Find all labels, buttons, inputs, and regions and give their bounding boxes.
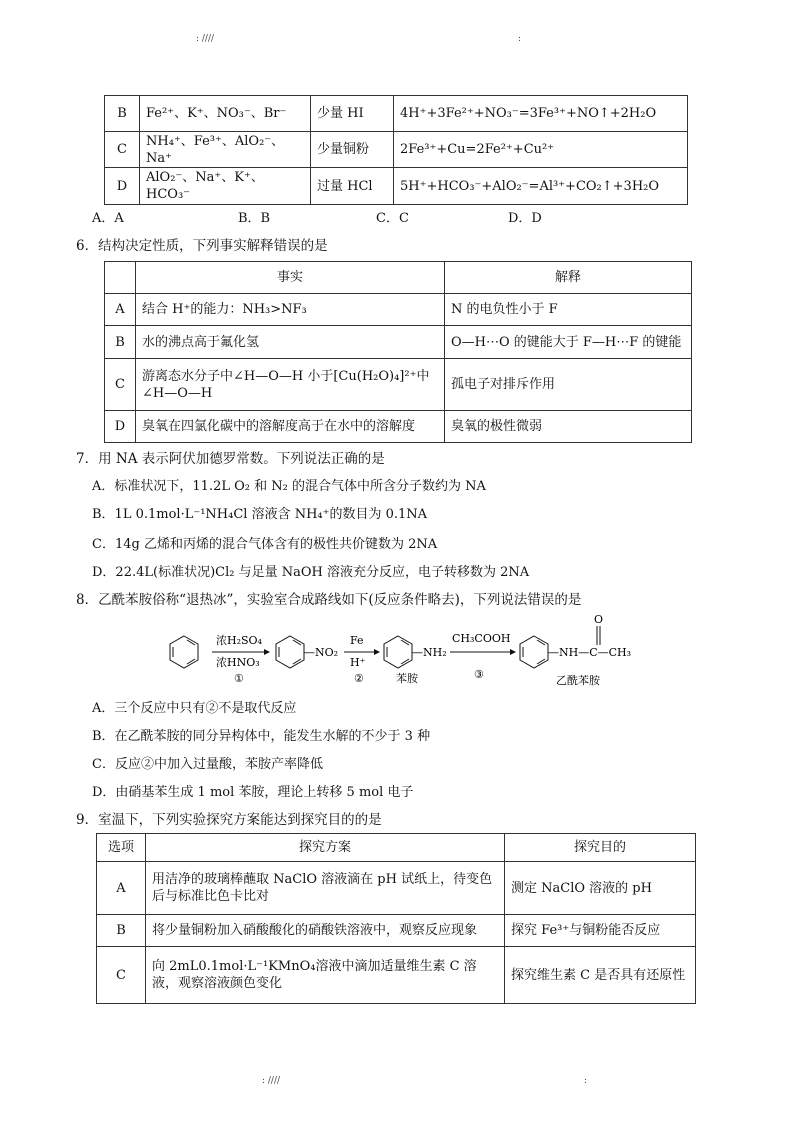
- aniline-name: 苯胺: [396, 672, 418, 685]
- row-label: B: [97, 915, 146, 947]
- product-name: 乙酰苯胺: [556, 674, 600, 687]
- equation-cell: 4H⁺+3Fe²⁺+NO₃⁻=3Fe³⁺+NO↑+2H₂O: [394, 96, 688, 132]
- reagent2-bottom: H⁺: [350, 656, 366, 669]
- q7-stem: 7．用 NA 表示阿伏加德罗常数。下列说法正确的是: [76, 451, 385, 467]
- q5-table: [104, 95, 688, 205]
- q8-option-c: C．反应②中加入过量酸，苯胺产率降低: [92, 757, 323, 772]
- q7-option-a: A．标准状况下，11.2L O₂ 和 N₂ 的混合气体中所含分子数约为 NA: [92, 479, 486, 494]
- plan-cell: 将少量铜粉加入硝酸酸化的硝酸铁溶液中，观察反应现象: [146, 915, 505, 947]
- q8-option-b: B．在乙酰苯胺的同分异构体中，能发生水解的不少于 3 种: [92, 729, 431, 744]
- reagent1-top: 浓H₂SO₄: [216, 634, 262, 647]
- fact-cell: 臭氧在四氯化碳中的溶解度高于在水中的溶解度: [136, 411, 445, 443]
- q8-option-d: D．由硝基苯生成 1 mol 苯胺，理论上转移 5 mol 电子: [92, 785, 414, 800]
- plan-cell: 向 2mL0.1mol·L⁻¹KMnO₄溶液中滴加适量维生素 C 溶液，观察溶液颜色变化: [146, 947, 505, 1004]
- explain-cell: N 的电负性小于 F: [445, 294, 692, 326]
- table-row: [105, 168, 688, 205]
- q8-option-a: A．三个反应中只有②不是取代反应: [92, 701, 297, 716]
- header-option: 选项: [97, 834, 146, 862]
- q5-option-a: A．A: [92, 211, 124, 226]
- row-label: C: [105, 359, 136, 411]
- row-label: B: [105, 96, 140, 132]
- reagent-cell: 过量 HCl: [311, 168, 394, 205]
- row-label: A: [97, 862, 146, 915]
- equation-cell: 2Fe³⁺+Cu=2Fe²⁺+Cu²⁺: [394, 132, 688, 168]
- table-row: [105, 411, 692, 443]
- q6-stem: 6．结构决定性质，下列事实解释错误的是: [76, 238, 328, 254]
- reagent2-top: Fe: [350, 634, 364, 647]
- explain-cell: 臭氧的极性微弱: [445, 411, 692, 443]
- header-explain: 解释: [445, 262, 692, 294]
- acetanilide-ring-icon: [520, 636, 548, 668]
- goal-cell: 测定 NaClO 溶液的 pH: [505, 862, 696, 915]
- row-label: B: [105, 326, 136, 359]
- nitrobenzene-ring-icon: [276, 636, 304, 668]
- q5-option-b: B．B: [238, 211, 271, 226]
- table-header-row: [105, 262, 692, 294]
- q7-option-d: D．22.4L(标准状况)Cl₂ 与足量 NaOH 溶液充分反应，电子转移数为 2NA: [92, 565, 530, 580]
- footer-mark-left: : ////: [262, 1076, 281, 1086]
- explain-cell: O—H⋯O 的键能大于 F—H⋯F 的键能: [445, 326, 692, 359]
- header-plan: 探究方案: [146, 834, 505, 862]
- table-row: [105, 96, 688, 132]
- q8-stem: 8．乙酰苯胺俗称“退热冰”，实验室合成路线如下(反应条件略去)，下列说法错误的是: [76, 592, 582, 608]
- q9-table: [96, 833, 696, 1004]
- row-label: D: [105, 168, 140, 205]
- group-amide: —NH—C—CH₃: [548, 646, 632, 659]
- group-nh2: —NH₂: [412, 646, 447, 659]
- carbonyl-oxygen: O: [594, 613, 604, 626]
- table-header-row: [97, 834, 696, 862]
- ions-cell: Fe²⁺、K⁺、NO₃⁻、Br⁻: [140, 96, 311, 132]
- table-row: [105, 294, 692, 326]
- q6-table: [104, 261, 692, 443]
- row-label: D: [105, 411, 136, 443]
- fact-cell: 结合 H⁺的能力：NH₃>NF₃: [136, 294, 445, 326]
- goal-cell: 探究维生素 C 是否具有还原性: [505, 947, 696, 1004]
- fact-cell: 游离态水分子中∠H—O—H 小于[Cu(H₂O)₄]²⁺中∠H—O—H: [136, 359, 445, 411]
- group-no2: —NO₂: [304, 646, 339, 659]
- q5-option-d: D．D: [508, 211, 542, 226]
- q7-option-b: B．1L 0.1mol·L⁻¹NH₄Cl 溶液含 NH₄⁺的数目为 0.1NA: [92, 507, 428, 522]
- header-goal: 探究目的: [505, 834, 696, 862]
- step3-label: ③: [474, 668, 484, 681]
- step2-label: ②: [354, 672, 364, 685]
- footer-mark-right: :: [584, 1076, 588, 1086]
- reagent3-top: CH₃COOH: [452, 632, 511, 645]
- header-mark-right: :: [518, 34, 522, 44]
- table-row: [105, 132, 688, 168]
- explain-cell: 孤电子对排斥作用: [445, 359, 692, 411]
- ions-cell: AlO₂⁻、Na⁺、K⁺、HCO₃⁻: [140, 168, 311, 205]
- table-row: [105, 359, 692, 411]
- q5-option-c: C．C: [376, 211, 409, 226]
- header-fact: 事实: [136, 262, 445, 294]
- table-row: [105, 326, 692, 359]
- table-row: [97, 947, 696, 1004]
- q9-stem: 9．室温下，下列实验探究方案能达到探究目的的是: [76, 812, 382, 828]
- step1-label: ①: [234, 672, 244, 685]
- row-label: C: [97, 947, 146, 1004]
- benzene-ring-icon: [170, 636, 198, 668]
- goal-cell: 探究 Fe³⁺与铜粉能否反应: [505, 915, 696, 947]
- ions-cell: NH₄⁺、Fe³⁺、AlO₂⁻、Na⁺: [140, 132, 311, 168]
- header-mark-left: : ////: [196, 34, 215, 44]
- fact-cell: 水的沸点高于氟化氢: [136, 326, 445, 359]
- synthesis-scheme: [160, 612, 660, 692]
- table-row: [97, 862, 696, 915]
- reagent-cell: 少量 HI: [311, 96, 394, 132]
- plan-cell: 用洁净的玻璃棒蘸取 NaClO 溶液滴在 pH 试纸上，待变色后与标准比色卡比对: [146, 862, 505, 915]
- equation-cell: 5H⁺+HCO₃⁻+AlO₂⁻=Al³⁺+CO₂↑+3H₂O: [394, 168, 688, 205]
- aniline-ring-icon: [384, 636, 412, 668]
- q7-option-c: C．14g 乙烯和丙烯的混合气体含有的极性共价键数为 2NA: [92, 537, 438, 552]
- reagent1-bottom: 浓HNO₃: [216, 656, 260, 669]
- reagent-cell: 少量铜粉: [311, 132, 394, 168]
- row-label: C: [105, 132, 140, 168]
- row-label: A: [105, 294, 136, 326]
- table-row: [97, 915, 696, 947]
